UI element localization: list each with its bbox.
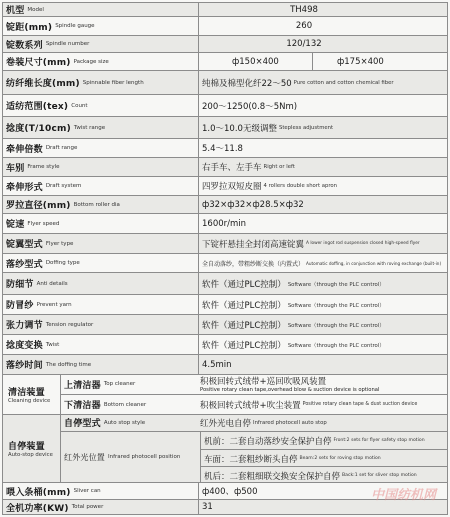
spec-value: 下锭杆悬挂全封闭高速锭翼 [202, 239, 305, 250]
spec-value: 积极回转式绒带+吹尘装置 [200, 400, 301, 411]
spec-value: 1.0～10.0无级调整 [202, 123, 277, 134]
spec-label-en: Spindle gauge [55, 23, 95, 29]
spec-value: 1600r/min [202, 218, 247, 229]
spec-label-en: Top cleaner [103, 381, 136, 387]
photocell-beam [200, 449, 448, 467]
spec-label: 卷装尺寸(mm) [6, 58, 71, 68]
spec-label-en: Spinnable fiber length [82, 79, 144, 86]
spec-row-spindle-number [2, 35, 448, 52]
spec-value: 纯棉及棉型化纤22～50 [202, 78, 292, 89]
spec-label-en: Sliver can [73, 488, 101, 494]
group-label: 清洁装置 [8, 387, 45, 398]
spec-row-twist [2, 334, 448, 354]
spec-row-model [2, 2, 448, 16]
spec-label-en: Auto stop style [103, 419, 146, 426]
spec-label-en: Anti details [36, 280, 68, 287]
spec-label-en: Infrared photocell position [108, 454, 181, 460]
group-label-en: Auto-stop device [8, 451, 53, 458]
spec-row-autostop-style [60, 414, 448, 431]
spec-label-en: Draft system [45, 183, 82, 189]
spec-label: 全机功率(KW) [6, 503, 69, 514]
group-label: 自停装置 [8, 441, 45, 452]
spec-value-en: Automatic doffing, in conjunction with roving exchange (built-in) [306, 260, 442, 266]
spec-label: 罗拉直径(mm) [6, 201, 71, 211]
spec-label-en: Flyer type [45, 240, 74, 247]
spec-label-en: Draft range [45, 145, 78, 151]
spec-value: ф400、ф500 [202, 487, 258, 497]
spec-value: 5.4～11.8 [202, 144, 243, 154]
spec-label-en: Total power [71, 504, 104, 510]
spec-label: 牵伸倍数 [6, 144, 43, 155]
spec-row-roller-dia [2, 195, 448, 213]
watermark: 中国纺机网 [370, 488, 436, 503]
spec-label: 锭距(mm) [6, 22, 53, 33]
spec-value: ф32×ф32×ф28.5×ф32 [202, 199, 304, 210]
table-border-left [2, 2, 3, 515]
spec-label: 喂入条桶(mm) [6, 487, 71, 498]
spec-label-en: Count [71, 102, 88, 109]
spec-label: 牵伸形式 [6, 182, 43, 193]
spec-label: 纺纤维长度(mm) [6, 79, 80, 89]
photocell-front [200, 432, 448, 449]
spec-value: 4.5min [202, 359, 232, 370]
spec-row-doffing-time [2, 354, 448, 374]
spec-label: 张力调节 [6, 321, 43, 331]
spec-label-en: Tension regulator [45, 321, 94, 328]
spec-row-bottom-cleaner [60, 394, 448, 414]
spec-value-en: Positive rotary clean tape & dust suction device [302, 402, 418, 407]
table-border-top [2, 2, 448, 3]
spec-value-en: Software（through the PLC control） [287, 322, 385, 329]
spec-label: 下清洁器 [64, 401, 101, 411]
spec-label-en: Package size [73, 58, 109, 65]
spec-value-en: Stepless adjustment [278, 124, 334, 131]
spec-row-photocell [60, 431, 448, 482]
spec-row-count [2, 94, 448, 116]
spec-value-en: Pure cotton and cotton chemical fiber [293, 79, 394, 86]
spec-value-en: Software（through the PLC control） [287, 302, 385, 309]
spec-label: 自停型式 [64, 419, 101, 429]
spec-value: 右手车、左手车 [202, 163, 262, 173]
spec-value: 260 [295, 21, 313, 31]
spec-label: 捻度变换 [6, 341, 43, 351]
spec-value: 120/132 [286, 39, 322, 49]
spec-row-draft-system [2, 176, 448, 195]
spec-label-en: Frame style [27, 164, 60, 170]
spec-row-fiber-length [2, 70, 448, 94]
spec-value: 软件（通过PLC控制） [202, 279, 286, 290]
spec-value: 红外光电自停 [200, 418, 252, 429]
spec-label-en: Twist [45, 341, 60, 348]
spec-label: 车别 [6, 163, 25, 174]
spec-label: 落纱时间 [6, 361, 43, 371]
spec-row-flyer-type [2, 233, 448, 253]
spec-value: 机前：二套自动落纱安全保护自停 [204, 436, 332, 447]
spec-row-tension-regulator [2, 314, 448, 334]
spec-value-en: Positive rotary clean tape,overhead blow & suction device is optional [200, 387, 380, 393]
spec-label-en: Flyer speed [27, 220, 60, 227]
spec-row-prevent-yarn [2, 294, 448, 314]
spec-row-spindle-gauge [2, 16, 448, 35]
spec-label-en: Model [27, 6, 44, 13]
spec-value-2: ф175×400 [337, 56, 384, 67]
spec-label-en: Prevent yarn [36, 301, 72, 308]
spec-value: 积极回转式绒带+巡回吹吸风装置 [200, 377, 327, 387]
spec-label-en: Bottom cleaner [103, 401, 147, 408]
spec-label: 防细节 [6, 280, 34, 290]
column-divider [198, 2, 199, 374]
table-border-right [447, 2, 448, 515]
spec-row-top-cleaner [60, 374, 448, 394]
spec-label: 锭速 [6, 220, 25, 230]
spec-value-en: Beam:2 sets for roving stop motion [299, 456, 381, 461]
spec-label: 锭数系列 [6, 40, 43, 51]
spec-value: TH498 [290, 4, 318, 15]
spec-row-frame-style [2, 157, 448, 176]
spec-row-twist-range [2, 116, 448, 138]
spec-value-en: Software（through the PLC control） [287, 342, 385, 349]
spec-label: 落纱型式 [6, 259, 43, 270]
spec-label: 锭翼型式 [6, 240, 43, 250]
spec-value-en: A lower ingot rod suspension closed high-speed flyer [306, 241, 420, 246]
spec-value-en: 4 rollers double short apron [263, 183, 337, 189]
spec-row-flyer-speed [2, 213, 448, 233]
spec-value: 全自动落纱，带粗纱断交换（内置式） [202, 260, 305, 268]
spec-label-en: Doffing type [45, 260, 80, 266]
spec-row-anti-details [2, 272, 448, 294]
spec-value: 软件（通过PLC控制） [202, 300, 286, 311]
group-label-cleaning [2, 374, 60, 414]
spec-value: 200～1250(0.8～5Nm) [202, 101, 298, 112]
spec-value: 四罗拉双短皮圈 [202, 182, 262, 192]
cell-divider [312, 53, 313, 70]
spec-value-en: Back:1 set for sliver stop motion [342, 473, 417, 478]
spec-value-en: Front:2 sets for flyer safety stop motion [333, 438, 425, 443]
spec-value: 机后：二套粗细联交换安全保护自停 [204, 471, 341, 482]
spec-value: 31 [202, 502, 213, 512]
spec-label-en: Twist range [73, 124, 106, 131]
spec-row-draft-range [2, 138, 448, 157]
group-label-autostop [2, 414, 60, 482]
spec-label-en: Bottom roller dia [73, 201, 120, 208]
spec-label: 捻度(T/10cm) [6, 124, 71, 134]
spec-label: 红外光位置 [64, 452, 105, 462]
spec-label: 防冒纱 [6, 301, 34, 311]
group-label-en: Cleaning device [8, 397, 51, 404]
spec-row-package-size [2, 52, 448, 70]
spec-value-en: Infrared photocell auto stop [253, 419, 327, 426]
spec-row-doffing-type [2, 253, 448, 272]
spec-label-en: Spindle number [45, 41, 90, 47]
column-divider [198, 482, 199, 515]
spec-label: 机型 [6, 6, 25, 16]
spec-value: 车面：二套粗纱断头自停 [204, 454, 298, 465]
spec-label-en: The doffing time [45, 361, 92, 368]
spec-value: ф150×400 [232, 56, 279, 67]
spec-value: 软件（通过PLC控制） [202, 340, 286, 351]
spec-value-en: Software（through the PLC control） [287, 281, 385, 288]
spec-label: 上清洁器 [64, 380, 101, 391]
spec-value-en: Right or left [263, 164, 295, 170]
spec-label: 适纺范围(tex) [6, 102, 69, 112]
spec-value: 软件（通过PLC控制） [202, 320, 286, 331]
